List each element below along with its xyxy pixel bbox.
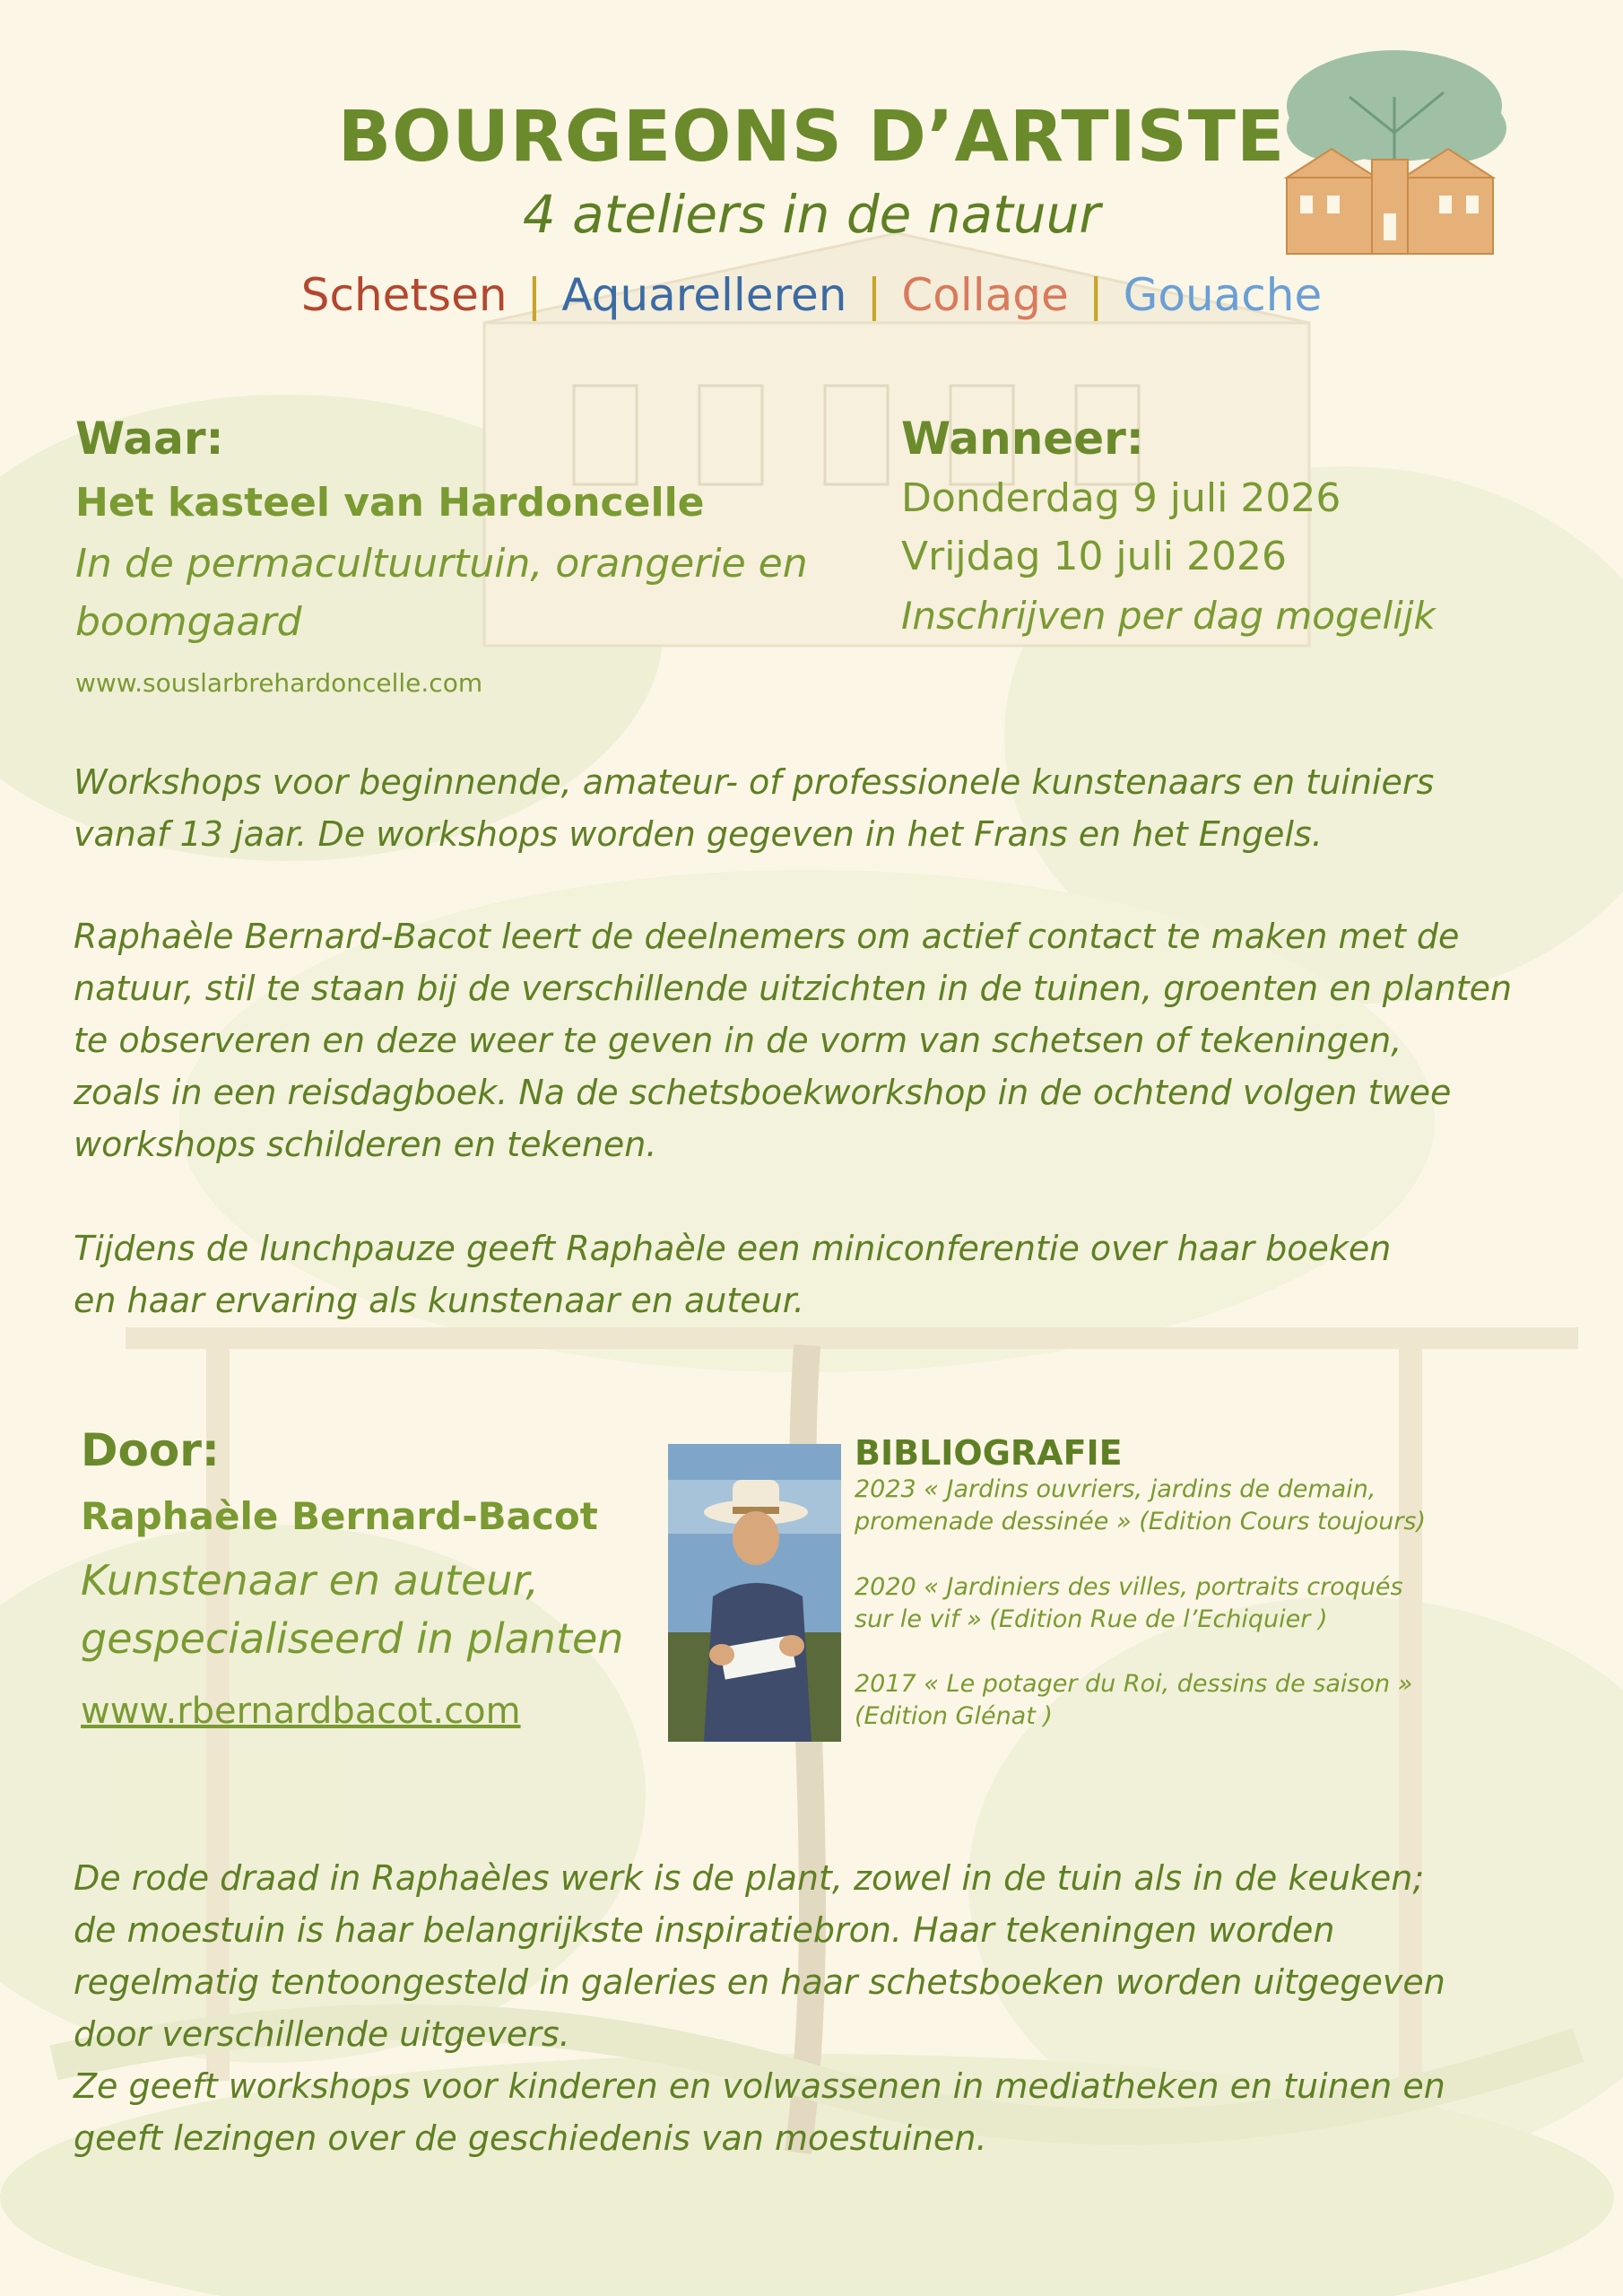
- text-line: te observeren en deze weer te geven in de vorm van schetsen of tekeningen,: [74, 1021, 1402, 1060]
- technique-gouache: Gouache: [1123, 269, 1323, 321]
- date-thursday: Donderdag 9 juli 2026: [901, 475, 1341, 521]
- bibliography-item: [855, 1668, 1500, 1733]
- text-line: vanaf 13 jaar. De workshops worden gegeven in het Frans en het Engels.: [74, 814, 1323, 854]
- intro-paragraph-2: [74, 910, 1544, 1170]
- bibliography-item: [855, 1571, 1500, 1636]
- text-line: Workshops voor beginnende, amateur- of professionele kunstenaars en tuiniers: [74, 762, 1435, 802]
- text-line: door verschillende uitgevers.: [74, 2014, 570, 2054]
- text-line: workshops schilderen en tekenen.: [74, 1125, 657, 1164]
- technique-watercolor: Aquarelleren: [561, 269, 847, 321]
- date-friday: Vrijdag 10 juli 2026: [901, 534, 1287, 579]
- text-line: 2020 « Jardiniers des villes, portraits croqués: [855, 1573, 1403, 1601]
- text-line: en haar ervaring als kunstenaar en auteur.: [74, 1281, 804, 1320]
- text-line: Raphaèle Bernard-Bacot leert de deelnemers om actief contact te maken met de: [74, 917, 1460, 956]
- text-line: Ze geeft workshops voor kinderen en volwassenen in mediatheken en tuinen en: [74, 2066, 1445, 2106]
- separator: |: [526, 269, 542, 321]
- artist-name: Raphaèle Bernard-Bacot: [81, 1494, 598, 1538]
- text-line: 2017 « Le potager du Roi, dessins de saison »: [855, 1670, 1413, 1698]
- bibliography-item: [855, 1474, 1500, 1538]
- intro-paragraph-1: [74, 756, 1544, 860]
- techniques-list: [0, 269, 1623, 321]
- venue-details-line2: boomgaard: [75, 599, 302, 645]
- text-line: zoals in een reisdagboek. Na de schetsboekworkshop in de ochtend volgen twee: [74, 1073, 1452, 1112]
- text-line: sur le vif » (Edition Rue de l’Echiquier ): [855, 1605, 1328, 1633]
- artist-role-line1: Kunstenaar en auteur,: [81, 1556, 539, 1605]
- text-line: natuur, stil te staan bij de verschillende uitzichten in de tuinen, groenten en planten: [74, 969, 1513, 1008]
- text-line: geeft lezingen over de geschiedenis van moestuinen.: [74, 2118, 987, 2158]
- outro-paragraph: [74, 1852, 1544, 2164]
- artist-role-line2: gespecialiseerd in planten: [81, 1614, 624, 1663]
- text-line: Tijdens de lunchpauze geeft Raphaèle een miniconferentie over haar boeken: [74, 1229, 1392, 1268]
- page-title: BOURGEONS D’ARTISTE: [337, 97, 1286, 178]
- text-line: de moestuin is haar belangrijkste inspiratiebron. Haar tekeningen worden: [74, 1910, 1335, 1950]
- technique-collage: Collage: [901, 269, 1069, 321]
- separator: |: [866, 269, 882, 321]
- when-heading: Wanneer:: [901, 413, 1144, 465]
- technique-sketching: Schetsen: [300, 269, 508, 321]
- text-line: (Edition Glénat ): [855, 1702, 1053, 1730]
- where-heading: Waar:: [75, 413, 224, 465]
- registration-note: Inschrijven per dag mogelijk: [901, 594, 1436, 638]
- text-line: promenade dessinée » (Edition Cours toujours): [855, 1508, 1427, 1535]
- venue-details-line1: In de permacultuurtuin, orangerie en: [75, 541, 808, 587]
- venue-website[interactable]: www.souslarbrehardoncelle.com: [75, 668, 483, 698]
- venue-name: Het kasteel van Hardoncelle: [75, 480, 705, 526]
- bibliography-heading: BIBLIOGRAFIE: [855, 1433, 1123, 1473]
- page-subtitle: 4 ateliers in de natuur: [522, 184, 1101, 245]
- text-line: 2023 « Jardins ouvriers, jardins de demain,: [855, 1475, 1376, 1503]
- text-line: De rode draad in Raphaèles werk is de plant, zowel in de tuin als in de keuken;: [74, 1858, 1425, 1898]
- artist-website-link[interactable]: www.rbernardbacot.com: [81, 1691, 521, 1732]
- artist-photo: [668, 1444, 841, 1742]
- separator: |: [1088, 269, 1104, 321]
- intro-paragraph-3: [74, 1222, 1544, 1326]
- text-line: regelmatig tentoongesteld in galeries en haar schetsboeken worden uitgegeven: [74, 1962, 1445, 2002]
- by-heading: Door:: [81, 1424, 220, 1476]
